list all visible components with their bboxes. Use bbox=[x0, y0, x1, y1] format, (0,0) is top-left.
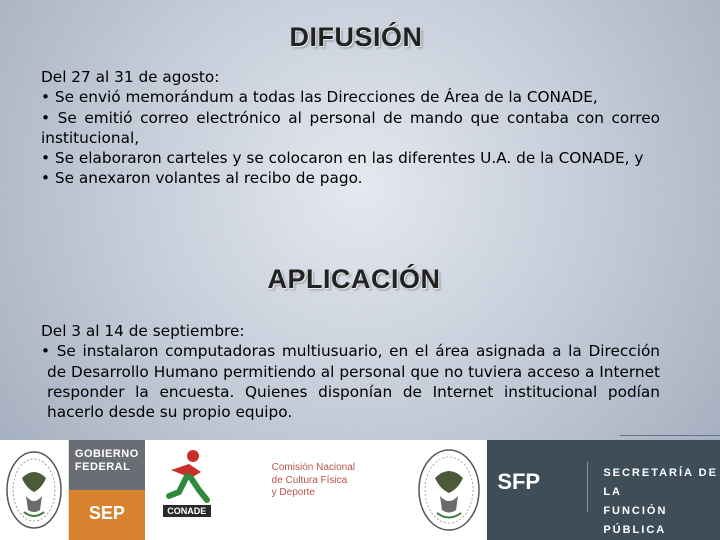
conade-runner-icon bbox=[161, 448, 213, 504]
sep-logo-top bbox=[69, 440, 145, 490]
sfp-eagle-seal-icon bbox=[415, 446, 483, 534]
difusion-date: Del 27 al 31 de agosto: bbox=[41, 68, 220, 86]
difusion-bullet-2: • Se emitió correo electrónico al personal de mando que contaba con correo institucional, bbox=[41, 108, 660, 147]
section-title-aplicacion: APLICACIÓN bbox=[267, 264, 441, 294]
aplicacion-bullet-1: • Se instalaron computadoras multiusuario, en el área asignada a la Dirección de Desarrollo Humano permitiendo al personal que no tuviera acceso a Internet responder la encuesta. Quienes disponían de Internet institucional podían hacerlo desde su propio equipo. bbox=[41, 342, 660, 422]
cultura-line-1: Comisión Nacional bbox=[271, 462, 356, 473]
divider-line bbox=[620, 435, 720, 436]
sfp-divider bbox=[587, 462, 588, 512]
sfp-seal-logo bbox=[411, 440, 487, 540]
sfp-abbr-text: SFP bbox=[497, 469, 541, 494]
cultura-fisica-text bbox=[272, 462, 402, 500]
sep-logo-bottom bbox=[69, 490, 145, 540]
sfp-name-line-1: SECRETARÍA DE LA bbox=[603, 467, 718, 498]
cultura-fisica-logo bbox=[260, 440, 412, 540]
sfp-logo bbox=[487, 440, 720, 540]
aplicacion-text bbox=[41, 321, 660, 422]
mexico-eagle-seal-icon bbox=[4, 448, 64, 532]
cultura-line-3: y Deporte bbox=[271, 487, 315, 498]
cultura-line-2: de Cultura Física bbox=[271, 474, 348, 486]
sep-abbr-text: SEP bbox=[88, 503, 125, 523]
conade-label: CONADE bbox=[163, 505, 211, 517]
difusion-bullet-1: • Se envió memorándum a todas las Direcciones de Área de la CONADE, bbox=[41, 88, 598, 107]
conade-logo bbox=[145, 440, 260, 540]
sep-logo bbox=[69, 440, 145, 540]
section-title-difusion: DIFUSIÓN bbox=[289, 22, 423, 52]
difusion-text bbox=[41, 67, 660, 189]
sfp-name-line-2: FUNCIÓN PÚBLICA bbox=[603, 505, 668, 536]
sfp-name-text bbox=[603, 464, 720, 540]
sep-gobierno-text: GOBIERNO bbox=[74, 448, 139, 460]
aplicacion-date: Del 3 al 14 de septiembre: bbox=[41, 322, 245, 340]
difusion-bullet-3: • Se elaboraron carteles y se colocaron en las diferentes U.A. de la CONADE, y bbox=[41, 149, 644, 168]
footer-logo-strip bbox=[0, 440, 720, 540]
difusion-bullet-4: • Se anexaron volantes al recibo de pago. bbox=[41, 169, 363, 188]
sep-federal-text: FEDERAL bbox=[74, 461, 131, 473]
mexico-seal-logo bbox=[0, 440, 69, 540]
